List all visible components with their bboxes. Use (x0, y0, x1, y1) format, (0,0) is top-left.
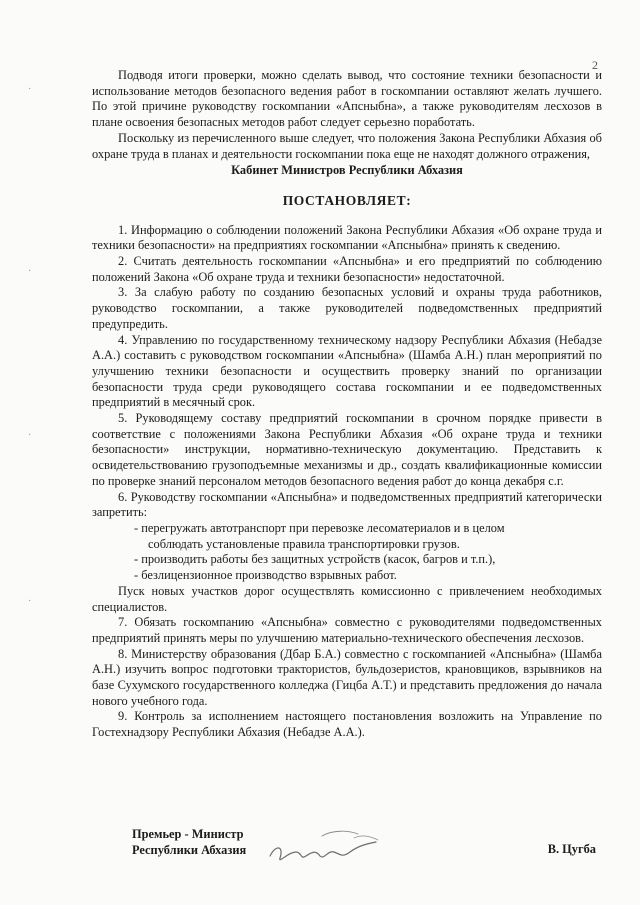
decree-heading: ПОСТАНОВЛЯЕТ: (282, 192, 412, 208)
decree-item-9: 9. Контроль за исполнением настоящего постановления возложить на Управление по Гостехнадзору Республики Абхазия (Небадзе А.А.). (92, 709, 602, 740)
decree-item-5: 5. Руководящему составу предприятий госкомпании в срочном порядке привести в соответствие с положениями Закона Республики Абхазия «Об охране труда и техники безопасности» инструкции, нормативно-техническую документацию. Представить к освидетельствованию грузоподъемные механизмы и др., создать квалификационные комиссии по проверке знаний персоналом методов безопасного ведения работ до конца декабря с.г. (92, 411, 602, 488)
margin-mark: · (28, 430, 32, 441)
document-body (92, 68, 602, 741)
prohibition-item: - безлицензионное производство взрывных работ. (134, 568, 397, 583)
margin-mark: · (28, 266, 32, 277)
paragraph-since: Поскольку из перечисленного выше следует, что положения Закона Республики Абхазия об охране труда в планах и деятельности госкомпании пока еще не находят должного отражения, (92, 130, 602, 161)
decree-item-7: 7. Обязать госкомпанию «Апсныбна» совместно с руководителями подведомственных предприятий принять меры по улучшению материально-технического обеспечения лесхозов. (92, 615, 602, 645)
decree-item-6: 6. Руководству госкомпании «Апсныбна» и подведомственных предприятий категорически запретить: (92, 489, 602, 520)
margin-mark: · (28, 596, 32, 607)
margin-mark: · (28, 84, 32, 95)
prohibition-item: - производить работы без защитных устройств (касок, багров и т.п.), (134, 552, 496, 567)
decree-item-3: 3. За слабую работу по созданию безопасных условий и охраны труда работников, руководство госкомпании, а также руководителей подведомственных предприятий предупредить. (92, 285, 602, 331)
cabinet-heading: Кабинет Министров Республики Абхазия (231, 163, 463, 178)
signatory-title-line-2: Республики Абхазия (132, 843, 247, 857)
decree-item-2: 2. Считать деятельность госкомпании «Апсныбна» и его предприятий по соблюдению положений Закона «Об охране труда и техники безопасности» недостаточной. (92, 254, 602, 284)
paragraph-conclusion: Подводя итоги проверки, можно сделать вывод, что состояние техники безопасности и использование методов безопасного ведения работ в госкомпании оставляют желать лучшего. По этой причине руководству госкомпании «Апсныбна», а также руководителям лесхозов в плане освоения безопасных методов работ следует серьезно поработать. (92, 68, 602, 130)
decree-launch-note: Пуск новых участков дорог осуществлять комиссионно с привлечением необходимых специалистов. (92, 583, 602, 614)
page-number: 2 (592, 58, 598, 72)
signatory-title-line-1: Премьер - Министр (132, 827, 244, 841)
signatory-name: В. Цугба (547, 842, 596, 856)
prohibition-list (92, 521, 602, 584)
prohibition-item: - перегружать автотранспорт при перевозке лесоматериалов и в целом (134, 520, 505, 535)
decree-item-1: 1. Информацию о соблюдении положений Закона Республики Абхазия «Об охране труда и техники безопасности» на предприятиях госкомпании «Апсныбна» принять к сведению. (92, 222, 602, 253)
prohibition-item-continued: соблюдать установленые правила транспортировки грузов. (148, 536, 460, 551)
signatory-title (132, 826, 246, 858)
handwritten-signature (262, 822, 392, 872)
decree-item-4: 4. Управлению по государственному техническому надзору Республики Абхазия (Небадзе А.А.) составить с руководством госкомпании «Апсныбна» (Шамба А.Н.) план мероприятий по улучшению техники безопасности и осуществить проверку знаний по организации безопасности труда среди руководящего состава госкомпании и ее подведомственных предприятий в месячный срок. (92, 332, 602, 410)
decree-item-8: 8. Министерству образования (Дбар Б.А.) совместно с госкомпанией «Апсныбна» (Шамба А.Н.) изучить вопрос подготовки трактористов, бульдозеристов, крановщиков, взрывников на базе Сухумского государственного колледжа (Гицба А.Т.) и представить предложения до начала нового учебного года. (92, 646, 602, 708)
